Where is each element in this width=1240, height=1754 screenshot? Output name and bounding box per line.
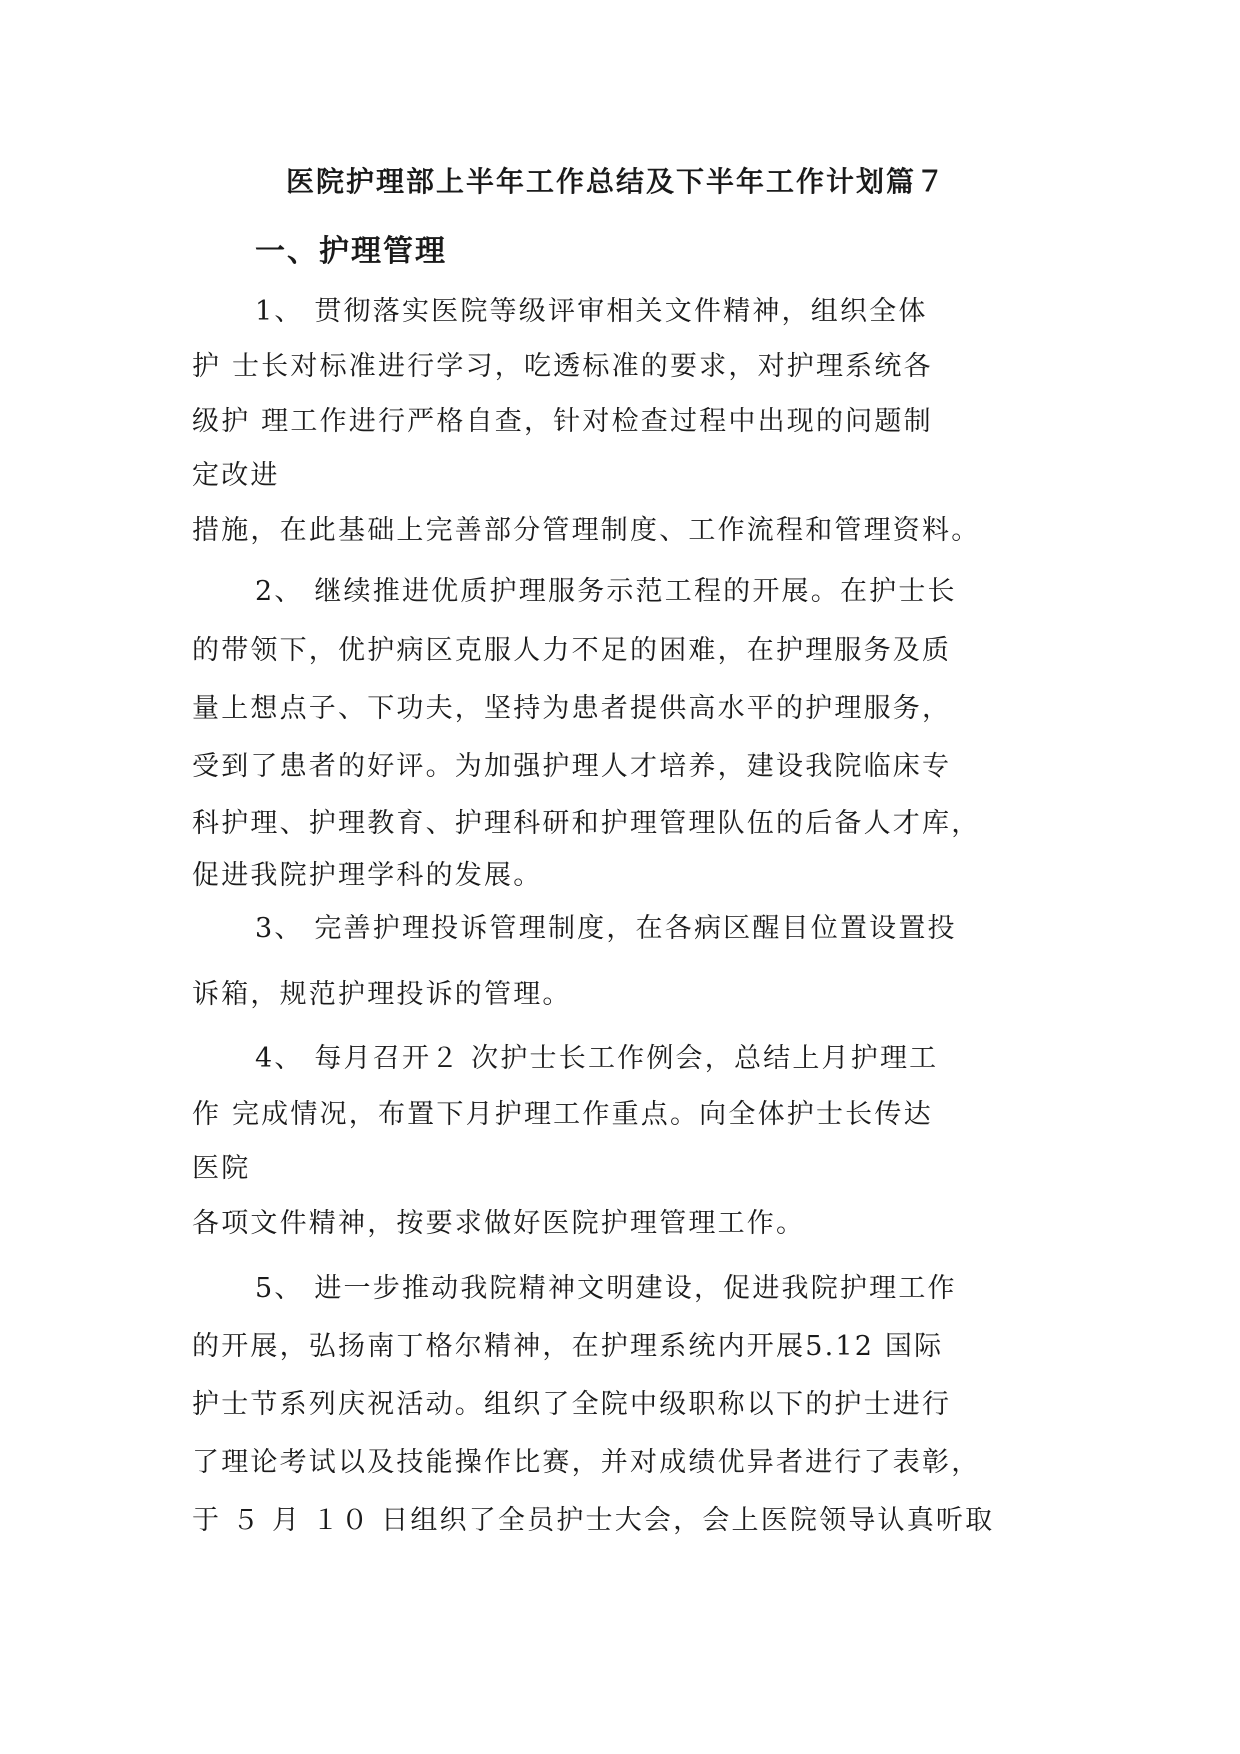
paragraph-line: 了理论考试以及技能操作比赛，并对成绩优异者进行了表彰， <box>192 1447 981 1478</box>
paragraph-line: 3、 完善护理投诉管理制度，在各病区醒目位置设置投 <box>255 913 957 944</box>
paragraph-line: 1、 贯彻落实医院等级评审相关文件精神，组织全体 <box>255 296 928 327</box>
paragraph-line: 护 士长对标准进行学习，吃透标准的要求，对护理系统各 <box>192 351 933 382</box>
paragraph-line: 作 完成情况，布置下月护理工作重点。向全体护士长传达 <box>192 1099 933 1130</box>
section-heading: 一、护理管理 <box>255 234 447 269</box>
paragraph-line: 护士节系列庆祝活动。组织了全院中级职称以下的护士进行 <box>192 1389 952 1420</box>
paragraph-line: 5、 进一步推动我院精神文明建设，促进我院护理工作 <box>255 1273 957 1304</box>
paragraph-line: 于 ５ 月 １０ 日组织了全员护士大会，会上医院领导认真听取 <box>192 1505 995 1536</box>
paragraph-line: 各项文件精神，按要求做好医院护理管理工作。 <box>192 1208 806 1239</box>
paragraph-line: 医院 <box>192 1153 251 1184</box>
paragraph-line: 的开展，弘扬南丁格尔精神，在护理系统内开展5.12 国际 <box>192 1331 944 1362</box>
paragraph-line: 受到了患者的好评。为加强护理人才培养，建设我院临床专 <box>192 751 952 782</box>
paragraph-line: 量上想点子、下功夫，坚持为患者提供高水平的护理服务， <box>192 693 952 724</box>
paragraph-line: 科护理、护理教育、护理科研和护理管理队伍的后备人才库， <box>192 808 981 839</box>
document-title: 医院护理部上半年工作总结及下半年工作计划篇７ <box>286 165 947 198</box>
paragraph-line: 的带领下，优护病区克服人力不足的困难，在护理服务及质 <box>192 635 952 666</box>
paragraph-line: 4、 每月召开２ 次护士长工作例会，总结上月护理工 <box>255 1043 939 1074</box>
paragraph-line: 级护 理工作进行严格自查，针对检查过程中出现的问题制 <box>192 406 933 437</box>
paragraph-line: 诉箱，规范护理投诉的管理。 <box>192 979 572 1010</box>
paragraph-line: 定改进 <box>192 460 280 491</box>
paragraph-line: 措施，在此基础上完善部分管理制度、工作流程和管理资料。 <box>192 515 981 546</box>
paragraph-line: 促进我院护理学科的发展。 <box>192 860 543 891</box>
paragraph-line: 2、 继续推进优质护理服务示范工程的开展。在护士长 <box>255 576 957 607</box>
